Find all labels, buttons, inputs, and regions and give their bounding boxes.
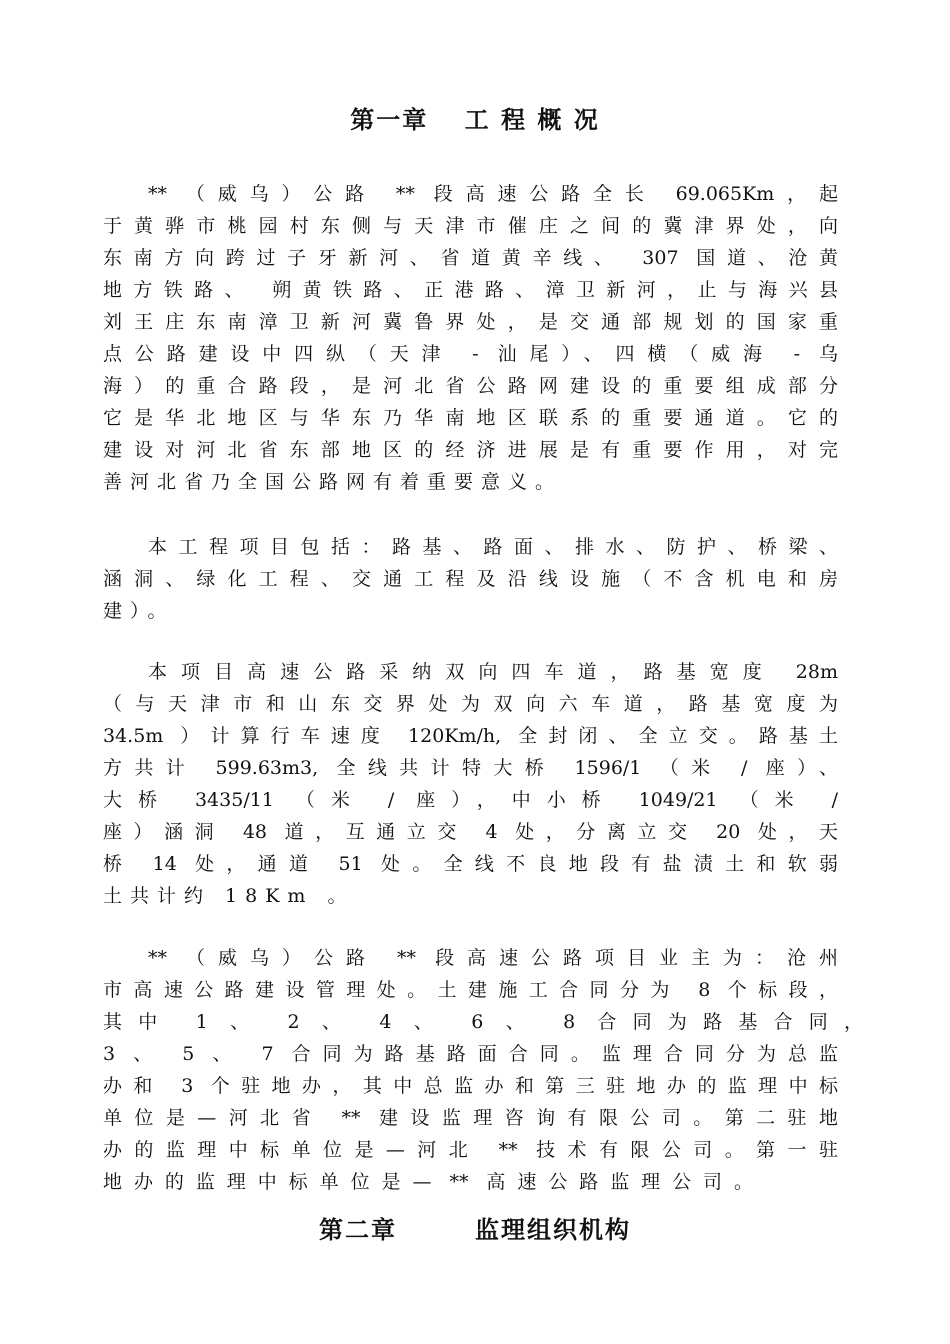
text-line: 大桥 3435/11 （米 / 座），中小桥 1049/21 （米 / — [103, 789, 838, 811]
text-line: 东南方向跨过子牙新河、省道黄辛线、 307 国道、沧黄 — [103, 247, 838, 269]
text-line: 涵洞、绿化工程、交通工程及沿线设施（不含机电和房 — [103, 568, 838, 590]
text-line: 土共计约 18Km 。 — [103, 885, 355, 907]
text-line: 3 、 5 、 7 合同为路基路面合同。监理合同分为总监 — [103, 1043, 838, 1065]
text-line: 其中 1 、 2 、 4 、 6 、 8 合同为路基合同， — [103, 1011, 863, 1033]
text-line: 本项目高速公路采纳双向四车道，路基宽度 28m — [148, 661, 838, 683]
text-line: 善河北省乃全国公路网有着重要意义。 — [103, 471, 563, 493]
text-line: ** （威乌）公路 ** 段高速公路全长 69.065Km，起 — [148, 183, 838, 205]
text-line: 本工程项目包括：路基、路面、排水、防护、桥梁、 — [148, 536, 838, 558]
text-line: 点公路建设中四纵（天津 - 汕尾）、四横（威海 - 乌 — [103, 343, 838, 365]
text-line: 桥 14 处，通道 51 处。全线不良地段有盐渍土和软弱 — [103, 853, 838, 875]
text-line: 建设对河北省东部地区的经济进展是有重要作用，对完 — [103, 439, 838, 461]
text-line: 办的监理中标单位是—河北 ** 技术有限公司。第一驻 — [103, 1139, 838, 1161]
text-line: 地方铁路、 朔黄铁路、正港路、漳卫新河，止与海兴县 — [103, 279, 838, 301]
text-line: 34.5m ）计算行车速度 120Km/h, 全封闭、全立交。路基土 — [103, 725, 838, 747]
text-line: ** （威乌）公路 ** 段高速公路项目业主为：沧州 — [148, 947, 838, 969]
text-line: 它是华北地区与华东乃华南地区联系的重要通道。它的 — [103, 407, 838, 429]
text-line: 于黄骅市桃园村东侧与天津市催庄之间的冀津界处，向 — [103, 215, 838, 237]
text-line: 办和 3 个驻地办，其中总监办和第三驻地办的监理中标 — [103, 1075, 838, 1097]
text-line: 地办的监理中标单位是— ** 高速公路监理公司。 — [103, 1171, 753, 1193]
text-line: 刘王庄东南漳卫新河冀鲁界处，是交通部规划的国家重 — [103, 311, 838, 333]
chapter-1-title: 第一章 工 程 概 况 — [350, 106, 600, 134]
text-line: 座）涵洞 48 道，互通立交 4 处，分离立交 20 处，天 — [103, 821, 838, 843]
chapter-2-title: 第二章 监理组织机构 — [319, 1216, 631, 1244]
text-line: 方共计 599.63m3, 全线共计特大桥 1596/1 （米 / 座）、 — [103, 757, 838, 779]
text-line: 建）。 — [103, 600, 175, 622]
text-line: 市高速公路建设管理处。土建施工合同分为 8 个标段， — [103, 979, 838, 1001]
text-line: （与天津市和山东交界处为双向六车道，路基宽度为 — [103, 693, 838, 715]
text-line: 海）的重合路段，是河北省公路网建设的重要组成部分 — [103, 375, 838, 397]
text-line: 单位是—河北省 ** 建设监理咨询有限公司。第二驻地 — [103, 1107, 838, 1129]
